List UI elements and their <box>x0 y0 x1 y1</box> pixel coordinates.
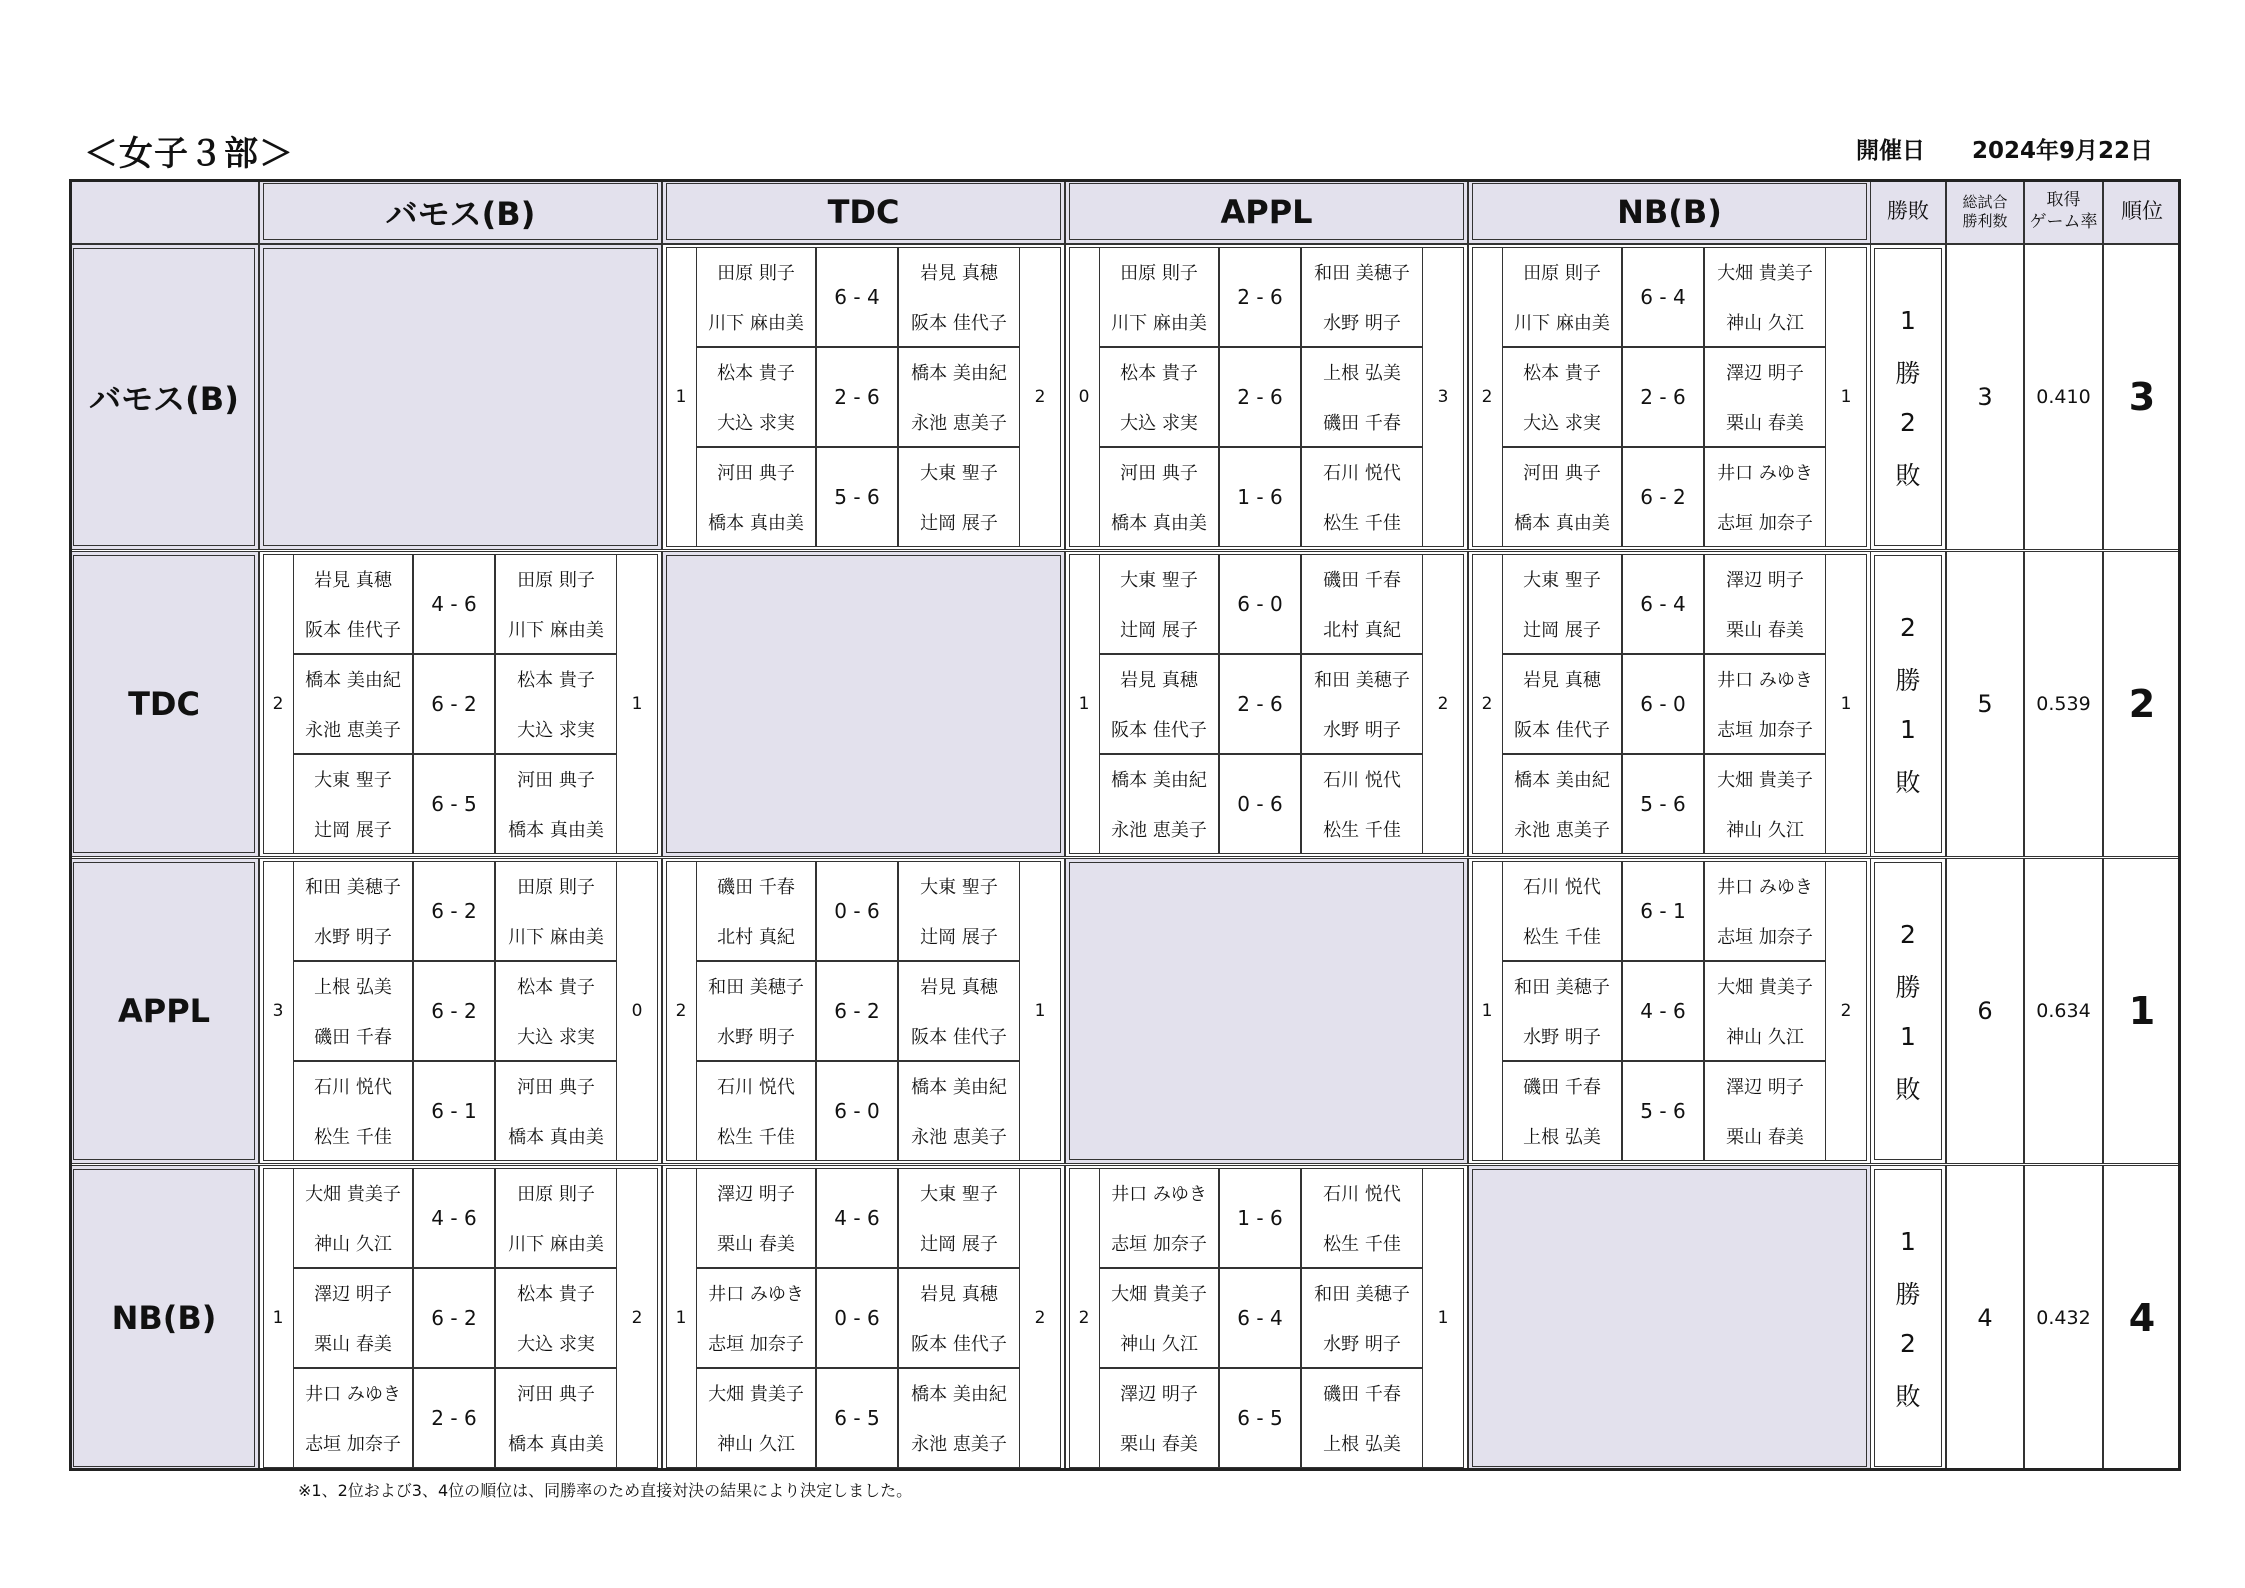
total-wins-value: 5 <box>1946 551 2024 857</box>
left-team-match-score: 0 <box>1078 387 1090 407</box>
left-team-match-score: 2 <box>1078 1308 1090 1328</box>
game-rate-header-line2: ゲーム率 <box>2029 211 2098 232</box>
left-team-match-score: 1 <box>675 387 687 407</box>
column-header-team: バモス(B) <box>259 179 662 244</box>
win-loss-text: 敗 <box>1895 767 1921 797</box>
player-name: 磯田 千春 <box>717 877 795 898</box>
right-team-match-score: 3 <box>1437 387 1449 407</box>
player-name: 橋本 真由美 <box>708 513 804 534</box>
game-score: 6 - 2 <box>431 1306 477 1330</box>
right-team-match-score: 2 <box>1437 694 1449 714</box>
rank-value: 3 <box>2103 244 2181 550</box>
player-name: 河田 典子 <box>1120 463 1198 484</box>
player-name: 松生 千佳 <box>1323 1234 1401 1255</box>
player-name: 川下 麻由美 <box>508 927 604 948</box>
player-name: 神山 久江 <box>314 1234 392 1255</box>
player-name: 河田 典子 <box>517 770 595 791</box>
player-name: 田原 則子 <box>517 570 595 591</box>
player-name: 大東 聖子 <box>920 463 998 484</box>
player-name: 澤辺 明子 <box>314 1284 392 1305</box>
self-match-empty-block <box>662 551 1065 857</box>
player-name: 神山 久江 <box>1726 1027 1804 1048</box>
player-name: 大畑 貴美子 <box>708 1384 804 1405</box>
right-team-match-score: 2 <box>1034 387 1046 407</box>
total-wins-header-line1: 総試合 <box>1962 192 2008 211</box>
player-name: 岩見 真穂 <box>920 263 998 284</box>
column-header-game-rate <box>2024 179 2103 244</box>
player-name: 大畑 貴美子 <box>1717 263 1813 284</box>
left-team-match-score: 2 <box>272 694 284 714</box>
player-name: 和田 美穂子 <box>1314 1284 1410 1305</box>
player-name: 澤辺 明子 <box>1726 570 1804 591</box>
column-header-rank: 順位 <box>2103 179 2181 244</box>
rank-value: 4 <box>2103 1165 2181 1471</box>
player-name: 志垣 加奈子 <box>1717 513 1813 534</box>
player-name: 井口 みゆき <box>708 1284 804 1305</box>
player-name: 橋本 美由紀 <box>305 670 401 691</box>
player-name: 橋本 美由紀 <box>911 363 1007 384</box>
right-team-match-score: 2 <box>631 1308 643 1328</box>
page-title: ＜女子３部＞ <box>84 134 294 174</box>
player-name: 松本 貴子 <box>1120 363 1198 384</box>
win-loss-text: 2 <box>1900 920 1916 949</box>
player-name: 松生 千佳 <box>1523 927 1601 948</box>
player-name: 田原 則子 <box>717 263 795 284</box>
player-name: 橋本 真由美 <box>508 1127 604 1148</box>
player-name: 永池 恵美子 <box>1111 820 1207 841</box>
game-score: 6 - 0 <box>834 1099 880 1123</box>
win-loss-text: 2 <box>1900 1329 1916 1358</box>
game-score: 6 - 5 <box>834 1406 880 1430</box>
player-name: 上根 弘美 <box>314 977 392 998</box>
player-name: 辻岡 展子 <box>1523 620 1601 641</box>
row-header-team: NB(B) <box>69 1165 259 1471</box>
player-name: 水野 明子 <box>1323 1334 1401 1355</box>
game-score: 5 - 6 <box>1640 792 1686 816</box>
left-team-match-score: 1 <box>1078 694 1090 714</box>
player-name: 和田 美穂子 <box>1314 263 1410 284</box>
player-name: 岩見 真穂 <box>314 570 392 591</box>
player-name: 阪本 佳代子 <box>911 1027 1007 1048</box>
game-score: 1 - 6 <box>1237 1206 1283 1230</box>
player-name: 上根 弘美 <box>1323 1434 1401 1455</box>
game-score: 5 - 6 <box>834 485 880 509</box>
win-loss-text: 2 <box>1900 408 1916 437</box>
player-name: 磯田 千春 <box>1523 1077 1601 1098</box>
player-name: 石川 悦代 <box>1323 463 1401 484</box>
game-rate-value: 0.432 <box>2024 1165 2103 1471</box>
player-name: 岩見 真穂 <box>1523 670 1601 691</box>
game-score: 6 - 2 <box>431 899 477 923</box>
player-name: 水野 明子 <box>1323 313 1401 334</box>
footnote: ※1、2位および3、4位の順位は、同勝率のため直接対決の結果により決定しました。 <box>298 1481 913 1500</box>
player-name: 大畑 貴美子 <box>1717 977 1813 998</box>
player-name: 辻岡 展子 <box>920 513 998 534</box>
row-header-team: バモス(B) <box>69 244 259 550</box>
player-name: 阪本 佳代子 <box>305 620 401 641</box>
player-name: 上根 弘美 <box>1523 1127 1601 1148</box>
game-score: 0 - 6 <box>834 899 880 923</box>
right-team-match-score: 2 <box>1034 1308 1046 1328</box>
game-score: 2 - 6 <box>1237 385 1283 409</box>
player-name: 松本 貴子 <box>1523 363 1601 384</box>
win-loss-text: 1 <box>1900 306 1916 335</box>
player-name: 井口 みゆき <box>1717 670 1813 691</box>
player-name: 神山 久江 <box>1120 1334 1198 1355</box>
player-name: 辻岡 展子 <box>314 820 392 841</box>
game-score: 2 - 6 <box>834 385 880 409</box>
game-score: 5 - 6 <box>1640 1099 1686 1123</box>
player-name: 橋本 真由美 <box>508 820 604 841</box>
player-name: 橋本 美由紀 <box>1514 770 1610 791</box>
player-name: 栗山 春美 <box>314 1334 392 1355</box>
win-loss-text: 1 <box>1900 1022 1916 1051</box>
player-name: 石川 悦代 <box>314 1077 392 1098</box>
column-header-win-loss: 勝敗 <box>1870 179 1946 244</box>
player-name: 松本 貴子 <box>517 670 595 691</box>
game-rate-value: 0.634 <box>2024 858 2103 1164</box>
game-score: 6 - 1 <box>1640 899 1686 923</box>
player-name: 大込 求実 <box>517 720 595 741</box>
left-team-match-score: 3 <box>272 1001 284 1021</box>
player-name: 大東 聖子 <box>1120 570 1198 591</box>
player-name: 永池 恵美子 <box>1514 820 1610 841</box>
win-loss-text: 敗 <box>1895 1074 1921 1104</box>
player-name: 阪本 佳代子 <box>1111 720 1207 741</box>
player-name: 和田 美穂子 <box>1314 670 1410 691</box>
player-name: 辻岡 展子 <box>920 927 998 948</box>
player-name: 大東 聖子 <box>314 770 392 791</box>
game-score: 4 - 6 <box>834 1206 880 1230</box>
player-name: 井口 みゆき <box>1717 877 1813 898</box>
player-name: 神山 久江 <box>1726 313 1804 334</box>
player-name: 橋本 美由紀 <box>911 1384 1007 1405</box>
player-name: 松生 千佳 <box>1323 820 1401 841</box>
win-loss-cell <box>1870 858 1946 1164</box>
player-name: 松生 千佳 <box>314 1127 392 1148</box>
game-score: 6 - 4 <box>1640 592 1686 616</box>
total-wins-value: 6 <box>1946 858 2024 1164</box>
player-name: 河田 典子 <box>517 1384 595 1405</box>
game-score: 6 - 1 <box>431 1099 477 1123</box>
player-name: 松本 貴子 <box>517 977 595 998</box>
game-score: 6 - 0 <box>1237 592 1283 616</box>
game-score: 4 - 6 <box>431 1206 477 1230</box>
player-name: 田原 則子 <box>1120 263 1198 284</box>
win-loss-text: 敗 <box>1895 460 1921 490</box>
left-team-match-score: 2 <box>1481 387 1493 407</box>
column-header-total-wins <box>1946 179 2024 244</box>
player-name: 岩見 真穂 <box>920 1284 998 1305</box>
player-name: 志垣 加奈子 <box>1717 720 1813 741</box>
player-name: 水野 明子 <box>1523 1027 1601 1048</box>
player-name: 阪本 佳代子 <box>1514 720 1610 741</box>
game-score: 6 - 2 <box>1640 485 1686 509</box>
player-name: 岩見 真穂 <box>920 977 998 998</box>
win-loss-text: 勝 <box>1895 972 1921 1002</box>
player-name: 川下 麻由美 <box>508 620 604 641</box>
player-name: 和田 美穂子 <box>708 977 804 998</box>
player-name: 澤辺 明子 <box>1726 1077 1804 1098</box>
player-name: 橋本 美由紀 <box>911 1077 1007 1098</box>
game-score: 0 - 6 <box>834 1306 880 1330</box>
right-team-match-score: 2 <box>1840 1001 1852 1021</box>
game-score: 6 - 2 <box>431 999 477 1023</box>
game-score: 2 - 6 <box>431 1406 477 1430</box>
game-score: 2 - 6 <box>1640 385 1686 409</box>
player-name: 志垣 加奈子 <box>305 1434 401 1455</box>
self-match-empty-block <box>259 244 662 550</box>
date-label: 開催日 <box>1856 138 1925 164</box>
player-name: 澤辺 明子 <box>1726 363 1804 384</box>
player-name: 大畑 貴美子 <box>1717 770 1813 791</box>
game-score: 0 - 6 <box>1237 792 1283 816</box>
player-name: 磯田 千春 <box>314 1027 392 1048</box>
player-name: 松本 貴子 <box>517 1284 595 1305</box>
player-name: 井口 みゆき <box>1717 463 1813 484</box>
player-name: 大込 求実 <box>517 1334 595 1355</box>
player-name: 栗山 春美 <box>1120 1434 1198 1455</box>
player-name: 栗山 春美 <box>1726 1127 1804 1148</box>
player-name: 水野 明子 <box>1323 720 1401 741</box>
player-name: 石川 悦代 <box>1323 770 1401 791</box>
player-name: 河田 典子 <box>1523 463 1601 484</box>
player-name: 井口 みゆき <box>305 1384 401 1405</box>
player-name: 永池 恵美子 <box>911 1434 1007 1455</box>
player-name: 栗山 春美 <box>1726 620 1804 641</box>
column-header-team: APPL <box>1065 179 1468 244</box>
player-name: 河田 典子 <box>717 463 795 484</box>
player-name: 川下 麻由美 <box>708 313 804 334</box>
player-name: 川下 麻由美 <box>1514 313 1610 334</box>
player-name: 栗山 春美 <box>717 1234 795 1255</box>
player-name: 大込 求実 <box>717 413 795 434</box>
game-score: 1 - 6 <box>1237 485 1283 509</box>
game-score: 6 - 4 <box>1640 285 1686 309</box>
player-name: 和田 美穂子 <box>305 877 401 898</box>
right-team-match-score: 1 <box>1437 1308 1449 1328</box>
win-loss-cell <box>1870 1165 1946 1471</box>
player-name: 上根 弘美 <box>1323 363 1401 384</box>
player-name: 永池 恵美子 <box>305 720 401 741</box>
game-score: 2 - 6 <box>1237 692 1283 716</box>
player-name: 永池 恵美子 <box>911 1127 1007 1148</box>
player-name: 磯田 千春 <box>1323 1384 1401 1405</box>
player-name: 大込 求実 <box>1120 413 1198 434</box>
player-name: 神山 久江 <box>717 1434 795 1455</box>
player-name: 大東 聖子 <box>1523 570 1601 591</box>
player-name: 磯田 千春 <box>1323 413 1401 434</box>
game-score: 6 - 5 <box>431 792 477 816</box>
player-name: 松生 千佳 <box>1323 513 1401 534</box>
game-score: 6 - 4 <box>834 285 880 309</box>
win-loss-text: 1 <box>1900 1227 1916 1256</box>
player-name: 磯田 千春 <box>1323 570 1401 591</box>
player-name: 石川 悦代 <box>1323 1184 1401 1205</box>
win-loss-text: 勝 <box>1895 1279 1921 1309</box>
win-loss-text: 勝 <box>1895 358 1921 388</box>
player-name: 澤辺 明子 <box>1120 1384 1198 1405</box>
player-name: 石川 悦代 <box>1523 877 1601 898</box>
player-name: 神山 久江 <box>1726 820 1804 841</box>
player-name: 阪本 佳代子 <box>911 1334 1007 1355</box>
player-name: 岩見 真穂 <box>1120 670 1198 691</box>
player-name: 水野 明子 <box>314 927 392 948</box>
left-team-match-score: 2 <box>1481 694 1493 714</box>
player-name: 田原 則子 <box>1523 263 1601 284</box>
player-name: 橋本 真由美 <box>508 1434 604 1455</box>
player-name: 水野 明子 <box>717 1027 795 1048</box>
player-name: 河田 典子 <box>517 1077 595 1098</box>
game-score: 6 - 2 <box>431 692 477 716</box>
left-team-match-score: 1 <box>272 1308 284 1328</box>
right-team-match-score: 1 <box>1034 1001 1046 1021</box>
game-score: 6 - 4 <box>1237 1306 1283 1330</box>
right-team-match-score: 0 <box>631 1001 643 1021</box>
player-name: 川下 麻由美 <box>1111 313 1207 334</box>
game-rate-value: 0.539 <box>2024 551 2103 857</box>
game-score: 2 - 6 <box>1237 285 1283 309</box>
right-team-match-score: 1 <box>1840 387 1852 407</box>
player-name: 志垣 加奈子 <box>1111 1234 1207 1255</box>
player-name: 田原 則子 <box>517 877 595 898</box>
player-name: 辻岡 展子 <box>920 1234 998 1255</box>
player-name: 大込 求実 <box>517 1027 595 1048</box>
right-team-match-score: 1 <box>1840 694 1852 714</box>
player-name: 橋本 真由美 <box>1111 513 1207 534</box>
player-name: 大東 聖子 <box>920 877 998 898</box>
win-loss-text: 敗 <box>1895 1381 1921 1411</box>
total-wins-value: 3 <box>1946 244 2024 550</box>
player-name: 北村 真紀 <box>1323 620 1401 641</box>
player-name: 栗山 春美 <box>1726 413 1804 434</box>
player-name: 和田 美穂子 <box>1514 977 1610 998</box>
player-name: 大込 求実 <box>1523 413 1601 434</box>
player-name: 志垣 加奈子 <box>1717 927 1813 948</box>
total-wins-value: 4 <box>1946 1165 2024 1471</box>
row-header-team: APPL <box>69 858 259 1164</box>
row-header-team: TDC <box>69 551 259 857</box>
player-name: 橋本 真由美 <box>1514 513 1610 534</box>
column-header-team: NB(B) <box>1468 179 1871 244</box>
player-name: 石川 悦代 <box>717 1077 795 1098</box>
player-name: 大東 聖子 <box>920 1184 998 1205</box>
column-header-team: TDC <box>662 179 1065 244</box>
rank-value: 1 <box>2103 858 2181 1164</box>
player-name: 辻岡 展子 <box>1120 620 1198 641</box>
game-score: 6 - 0 <box>1640 692 1686 716</box>
player-name: 橋本 美由紀 <box>1111 770 1207 791</box>
left-team-match-score: 1 <box>1481 1001 1493 1021</box>
win-loss-cell <box>1870 551 1946 857</box>
win-loss-text: 勝 <box>1895 665 1921 695</box>
player-name: 澤辺 明子 <box>717 1184 795 1205</box>
game-score: 6 - 5 <box>1237 1406 1283 1430</box>
game-rate-value: 0.410 <box>2024 244 2103 550</box>
event-date: 2024年9月22日 <box>1972 138 2154 164</box>
player-name: 松本 貴子 <box>717 363 795 384</box>
win-loss-text: 2 <box>1900 613 1916 642</box>
game-score: 6 - 2 <box>834 999 880 1023</box>
left-team-match-score: 1 <box>675 1308 687 1328</box>
player-name: 志垣 加奈子 <box>708 1334 804 1355</box>
player-name: 大畑 貴美子 <box>305 1184 401 1205</box>
win-loss-text: 1 <box>1900 715 1916 744</box>
left-team-match-score: 2 <box>675 1001 687 1021</box>
game-rate-header-line1: 取得 <box>2046 190 2081 211</box>
player-name: 井口 みゆき <box>1111 1184 1207 1205</box>
player-name: 永池 恵美子 <box>911 413 1007 434</box>
game-score: 4 - 6 <box>431 592 477 616</box>
player-name: 阪本 佳代子 <box>911 313 1007 334</box>
self-match-empty-block <box>1468 1165 1871 1471</box>
player-name: 北村 真紀 <box>717 927 795 948</box>
player-name: 田原 則子 <box>517 1184 595 1205</box>
rank-value: 2 <box>2103 551 2181 857</box>
right-team-match-score: 1 <box>631 694 643 714</box>
win-loss-cell <box>1870 244 1946 550</box>
player-name: 川下 麻由美 <box>508 1234 604 1255</box>
header-corner-cell <box>69 179 259 244</box>
player-name: 大畑 貴美子 <box>1111 1284 1207 1305</box>
game-score: 4 - 6 <box>1640 999 1686 1023</box>
self-match-empty-block <box>1065 858 1468 1164</box>
total-wins-header-line2: 勝利数 <box>1962 211 2008 230</box>
player-name: 松生 千佳 <box>717 1127 795 1148</box>
